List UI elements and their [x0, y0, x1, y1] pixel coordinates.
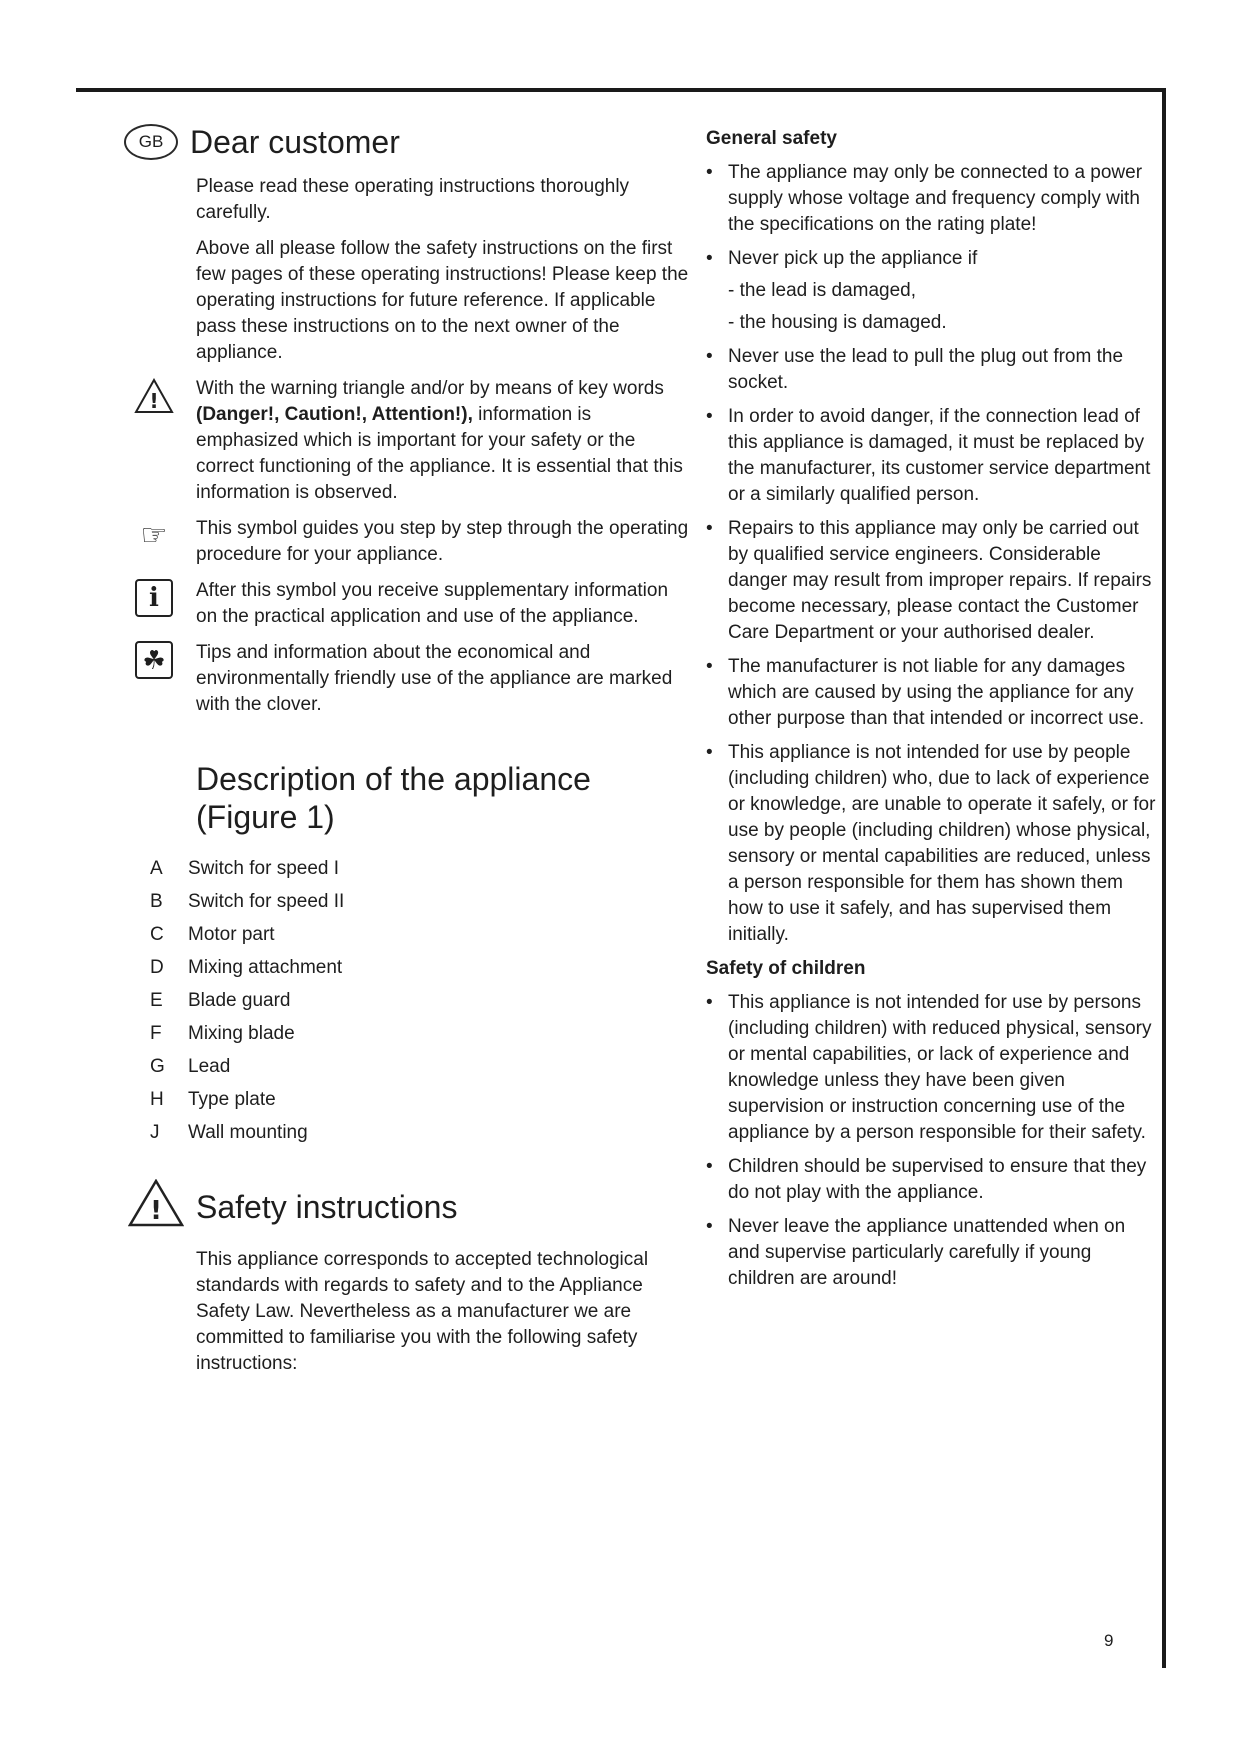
sub-list-item: - the lead is damaged, — [728, 280, 917, 301]
list-item: • Never leave the appliance unattended when on and supervise particularly carefully if young children are around! — [706, 1214, 1156, 1292]
info-note — [149, 578, 690, 630]
part-letter: E — [150, 990, 163, 1011]
warning-triangle-icon — [134, 376, 174, 416]
list-item — [150, 1116, 690, 1149]
warning-note — [149, 376, 690, 506]
part-label: Blade guard — [188, 990, 291, 1011]
part-letter: F — [150, 1023, 162, 1044]
list-item — [150, 852, 690, 885]
clover-icon: ☘ — [134, 640, 174, 680]
pointing-hand-icon: ☞ — [140, 519, 168, 552]
list-item: • This appliance is not intended for use by persons (including children) with reduced physical, sensory or mental capabilities, or lack of experience and knowledge unless they have been given supervision or instruction concerning use of the appliance by a person responsible for their safety. — [706, 990, 1156, 1146]
part-letter: G — [150, 1056, 165, 1077]
svg-text:!: ! — [149, 389, 159, 413]
right-rule — [1162, 88, 1166, 1668]
warning-text: With the warning triangle and/or by means of key words — [196, 378, 664, 399]
part-label: Switch for speed II — [188, 891, 345, 912]
intro — [196, 174, 690, 366]
list-item — [150, 1050, 690, 1083]
children-safety-heading: Safety of children — [706, 958, 866, 979]
children-safety-list — [706, 990, 1156, 1292]
sub-list-item: - the housing is damaged. — [728, 312, 947, 333]
list-item-text: Never pick up the appliance if — [728, 248, 978, 269]
safety-heading-row — [128, 1179, 690, 1235]
part-label: Type plate — [188, 1089, 276, 1110]
list-item: • In order to avoid danger, if the connection lead of this appliance is damaged, it must be replaced by the manufacturer, its customer service department or a similarly qualified person. — [706, 404, 1156, 508]
list-item — [150, 885, 690, 918]
list-item — [150, 918, 690, 951]
list-item — [150, 1017, 690, 1050]
list-item: • The appliance may only be connected to a power supply whose voltage and frequency comply with the specifications on the rating plate! — [706, 160, 1156, 238]
svg-text:!: ! — [150, 1196, 162, 1226]
list-item: • This appliance is not intended for use by people (including children) who, due to lack of experience or knowledge, are unable to operate it safely, or for use by people (including children) whose physical, sensory or mental capabilities are reduced, unless a person responsible for them has shown them how to use it safely, and has supervised them initially. — [706, 740, 1156, 948]
step-note — [140, 516, 690, 568]
list-item — [706, 246, 1156, 336]
part-letter: C — [150, 924, 164, 945]
list-item: • The manufacturer is not liable for any damages which are caused by using the appliance for any other purpose than that intended or incorrect use. — [706, 654, 1156, 732]
top-rule — [76, 88, 1166, 92]
eco-text: Tips and information about the economical and environmentally friendly use of the appliance are marked with the clover. — [196, 642, 673, 715]
list-item — [150, 984, 690, 1017]
left-column — [138, 122, 690, 1387]
info-text: After this symbol you receive supplementary information on the practical application and use of the appliance. — [196, 580, 669, 627]
part-label: Mixing blade — [188, 1023, 295, 1044]
general-safety-heading: General safety — [706, 128, 837, 149]
part-label: Mixing attachment — [188, 957, 343, 978]
part-label: Wall mounting — [188, 1122, 308, 1143]
part-letter: A — [150, 858, 163, 879]
intro-paragraph: Above all please follow the safety instructions on the first few pages of these operating instructions! Please keep the operating instructions for future reference. If applicable pass these instructions on to the next owner of the appliance. — [196, 238, 689, 363]
country-badge: GB — [124, 124, 178, 160]
right-column — [706, 126, 1156, 1300]
warning-text: information is emphasized which is important for your safety or the correct functioning of the appliance. It is essential that this information is observed. — [196, 404, 683, 503]
eco-note — [142, 640, 690, 718]
warning-triangle-icon — [128, 1179, 184, 1235]
list-item — [150, 951, 690, 984]
step-text: This symbol guides you step by step through the operating procedure for your appliance. — [196, 518, 689, 565]
page-title: Dear customer — [190, 124, 400, 160]
general-safety-list — [706, 160, 1156, 948]
list-item — [150, 1083, 690, 1116]
sub-list — [728, 278, 1156, 336]
parts-list — [150, 852, 690, 1149]
description-title: Description of the appliance (Figure 1) — [196, 761, 591, 835]
part-letter: J — [150, 1122, 160, 1143]
list-item: • Repairs to this appliance may only be carried out by qualified service engineers. Considerable danger may result from improper repairs. If repairs become necessary, please contact the Customer Care Department or your authorised dealer. — [706, 516, 1156, 646]
part-label: Switch for speed I — [188, 858, 340, 879]
info-icon: i — [134, 578, 174, 618]
safety-title: Safety instructions — [196, 1189, 458, 1225]
safety-intro: This appliance corresponds to accepted technological standards with regards to safety and to the Appliance Safety Law. Nevertheless as a manufacturer we are committed to familiarise you with the following safety instructions: — [196, 1249, 649, 1374]
list-item: • Children should be supervised to ensure that they do not play with the appliance. — [706, 1154, 1156, 1206]
part-letter: B — [150, 891, 163, 912]
part-label: Motor part — [188, 924, 275, 945]
part-label: Lead — [188, 1056, 231, 1077]
part-letter: H — [150, 1089, 164, 1110]
page-number: 9 — [1104, 1631, 1114, 1650]
list-item: • Never use the lead to pull the plug out from the socket. — [706, 344, 1156, 396]
warning-keywords: (Danger!, Caution!, Attention!), — [196, 404, 473, 425]
heading-row — [138, 122, 690, 162]
intro-paragraph: Please read these operating instructions thoroughly carefully. — [196, 176, 630, 223]
part-letter: D — [150, 957, 164, 978]
